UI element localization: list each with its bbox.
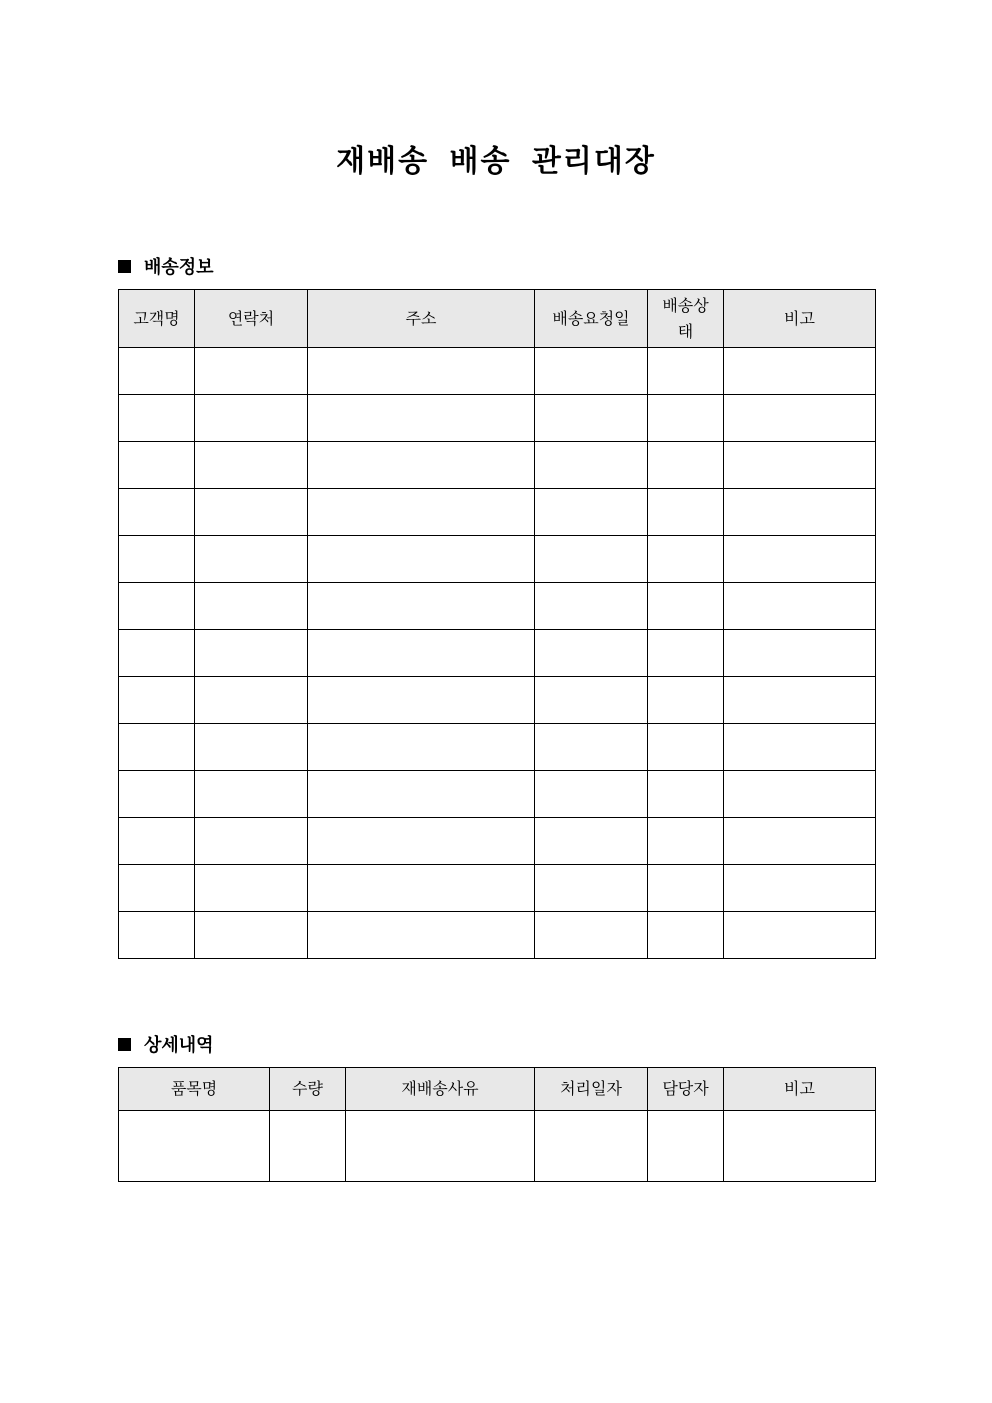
column-header-contact: 연락처 xyxy=(195,290,308,348)
table-cell[interactable] xyxy=(308,865,535,912)
table-cell[interactable] xyxy=(346,1111,535,1182)
column-header-remarks: 비고 xyxy=(724,1068,876,1111)
column-header-customer-name: 고객명 xyxy=(119,290,195,348)
table-cell[interactable] xyxy=(119,442,195,489)
table-cell[interactable] xyxy=(119,630,195,677)
table-cell[interactable] xyxy=(724,583,876,630)
table-cell[interactable] xyxy=(648,583,724,630)
table-cell[interactable] xyxy=(308,489,535,536)
table-cell[interactable] xyxy=(195,442,308,489)
table-cell[interactable] xyxy=(195,489,308,536)
table-cell[interactable] xyxy=(535,865,648,912)
table-row xyxy=(119,348,876,395)
table-cell[interactable] xyxy=(648,818,724,865)
table-cell[interactable] xyxy=(535,442,648,489)
table-cell[interactable] xyxy=(648,630,724,677)
table-cell[interactable] xyxy=(308,724,535,771)
table-row xyxy=(119,677,876,724)
table-row xyxy=(119,865,876,912)
table-cell[interactable] xyxy=(648,1111,724,1182)
table-cell[interactable] xyxy=(535,818,648,865)
square-bullet-icon xyxy=(118,260,131,273)
column-header-address: 주소 xyxy=(308,290,535,348)
table-cell[interactable] xyxy=(535,536,648,583)
table-cell[interactable] xyxy=(535,395,648,442)
table-row xyxy=(119,395,876,442)
table-cell[interactable] xyxy=(195,536,308,583)
table-cell[interactable] xyxy=(724,489,876,536)
table-row xyxy=(119,724,876,771)
table-cell[interactable] xyxy=(119,348,195,395)
table-cell[interactable] xyxy=(308,912,535,959)
table-cell[interactable] xyxy=(308,630,535,677)
table-cell[interactable] xyxy=(195,583,308,630)
table-cell[interactable] xyxy=(308,677,535,724)
table-cell[interactable] xyxy=(724,912,876,959)
table-cell[interactable] xyxy=(724,536,876,583)
table-cell[interactable] xyxy=(119,583,195,630)
table-cell[interactable] xyxy=(648,724,724,771)
table-cell[interactable] xyxy=(648,912,724,959)
table-cell[interactable] xyxy=(648,771,724,818)
table-header-row xyxy=(119,1068,876,1111)
table-cell[interactable] xyxy=(724,1111,876,1182)
square-bullet-icon xyxy=(118,1038,131,1051)
column-header-redelivery-reason: 재배송사유 xyxy=(346,1068,535,1111)
table-cell[interactable] xyxy=(648,489,724,536)
table-cell[interactable] xyxy=(535,583,648,630)
detail-section-label: 상세내역 xyxy=(144,1035,214,1056)
table-cell[interactable] xyxy=(119,677,195,724)
column-header-item-name: 품목명 xyxy=(119,1068,270,1111)
detail-section-heading xyxy=(118,1031,214,1057)
detail-table xyxy=(118,1067,876,1182)
table-cell[interactable] xyxy=(724,771,876,818)
table-cell[interactable] xyxy=(270,1111,346,1182)
page-title: 재배송 배송 관리대장 xyxy=(336,144,656,179)
table-row xyxy=(119,771,876,818)
table-cell[interactable] xyxy=(648,677,724,724)
table-cell[interactable] xyxy=(119,1111,270,1182)
table-cell[interactable] xyxy=(724,348,876,395)
table-cell[interactable] xyxy=(648,536,724,583)
table-row xyxy=(119,630,876,677)
table-cell[interactable] xyxy=(724,677,876,724)
table-cell[interactable] xyxy=(119,912,195,959)
delivery-section-heading xyxy=(118,253,214,279)
table-cell[interactable] xyxy=(724,395,876,442)
column-header-request-date: 배송요청일 xyxy=(535,290,648,348)
table-cell[interactable] xyxy=(535,348,648,395)
table-cell[interactable] xyxy=(535,771,648,818)
column-header-remarks: 비고 xyxy=(724,290,876,348)
table-cell[interactable] xyxy=(648,865,724,912)
table-cell[interactable] xyxy=(308,395,535,442)
table-cell[interactable] xyxy=(195,348,308,395)
table-cell[interactable] xyxy=(535,724,648,771)
table-cell[interactable] xyxy=(648,442,724,489)
table-cell[interactable] xyxy=(308,536,535,583)
table-cell[interactable] xyxy=(535,630,648,677)
table-cell[interactable] xyxy=(119,395,195,442)
table-cell[interactable] xyxy=(119,771,195,818)
table-cell[interactable] xyxy=(195,724,308,771)
table-row xyxy=(119,489,876,536)
table-cell[interactable] xyxy=(195,818,308,865)
column-header-quantity: 수량 xyxy=(270,1068,346,1111)
table-cell[interactable] xyxy=(724,630,876,677)
table-row xyxy=(119,442,876,489)
delivery-section-label: 배송정보 xyxy=(144,257,214,278)
table-cell[interactable] xyxy=(308,818,535,865)
column-header-staff: 담당자 xyxy=(648,1068,724,1111)
table-cell[interactable] xyxy=(119,536,195,583)
table-cell[interactable] xyxy=(195,912,308,959)
column-header-delivery-status: 배송상태 xyxy=(648,290,724,348)
table-row xyxy=(119,1111,876,1182)
table-cell[interactable] xyxy=(308,442,535,489)
table-row xyxy=(119,818,876,865)
table-cell[interactable] xyxy=(119,489,195,536)
table-cell[interactable] xyxy=(724,865,876,912)
table-cell[interactable] xyxy=(119,818,195,865)
table-cell[interactable] xyxy=(648,395,724,442)
table-cell[interactable] xyxy=(535,912,648,959)
table-cell[interactable] xyxy=(195,865,308,912)
delivery-info-table xyxy=(118,289,876,959)
table-cell[interactable] xyxy=(195,677,308,724)
table-cell[interactable] xyxy=(308,348,535,395)
column-header-processing-date: 처리일자 xyxy=(535,1068,648,1111)
table-cell[interactable] xyxy=(119,865,195,912)
table-cell[interactable] xyxy=(535,1111,648,1182)
table-row xyxy=(119,912,876,959)
table-cell[interactable] xyxy=(195,395,308,442)
table-cell[interactable] xyxy=(724,818,876,865)
table-row xyxy=(119,536,876,583)
table-cell[interactable] xyxy=(119,724,195,771)
table-cell[interactable] xyxy=(648,348,724,395)
table-cell[interactable] xyxy=(724,724,876,771)
table-cell[interactable] xyxy=(535,677,648,724)
table-row xyxy=(119,583,876,630)
table-cell[interactable] xyxy=(308,583,535,630)
table-cell[interactable] xyxy=(195,630,308,677)
table-header-row xyxy=(119,290,876,348)
table-cell[interactable] xyxy=(308,771,535,818)
table-cell[interactable] xyxy=(535,489,648,536)
table-cell[interactable] xyxy=(724,442,876,489)
table-cell[interactable] xyxy=(195,771,308,818)
